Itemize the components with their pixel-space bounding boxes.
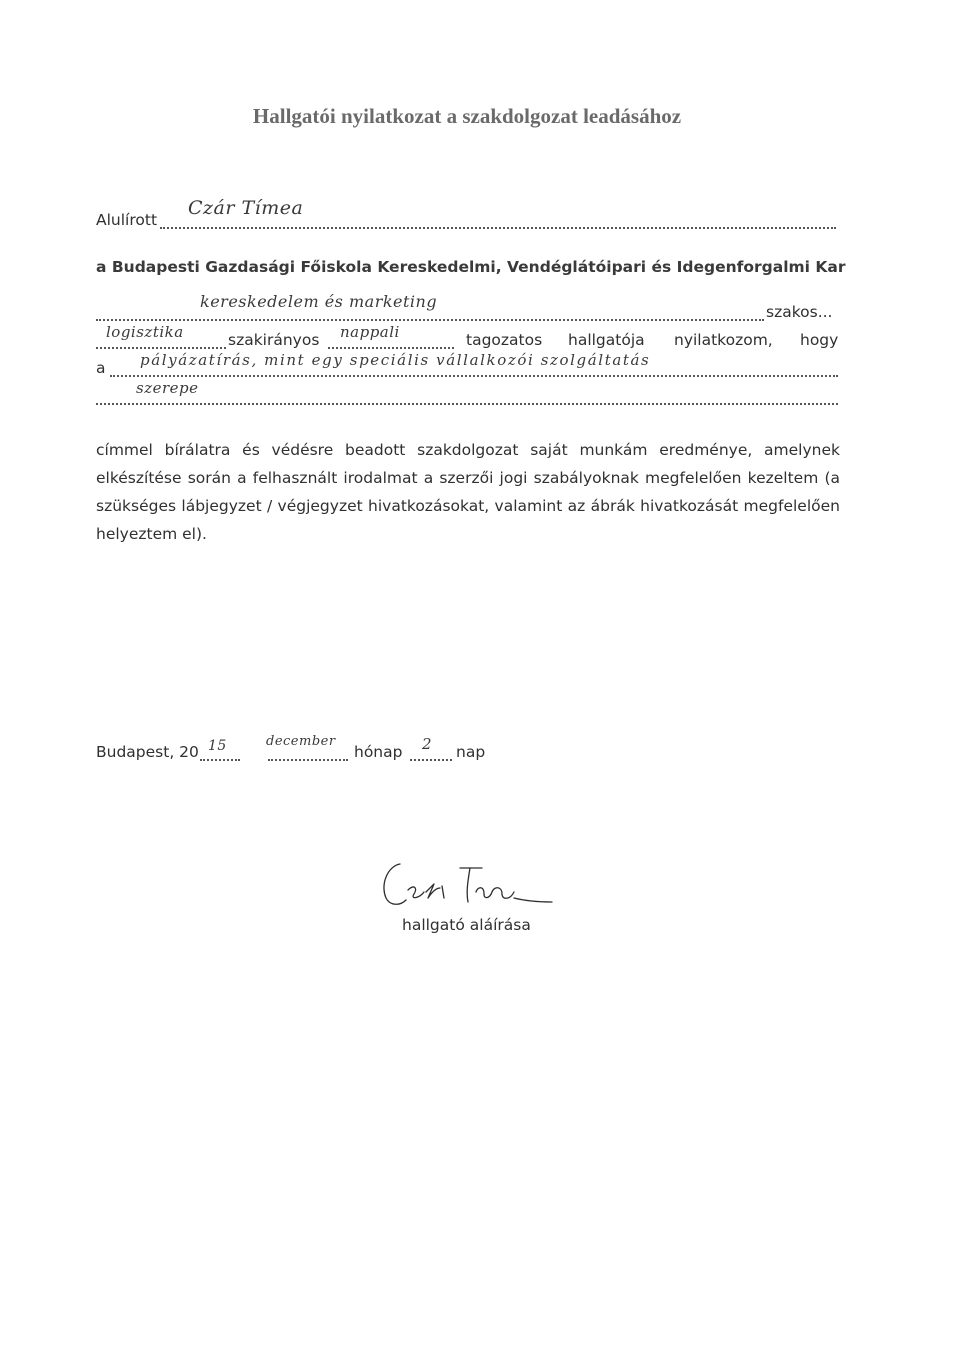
hallgatoja-label: hallgatója (568, 331, 645, 349)
tagozatos-label: tagozatos (466, 331, 543, 349)
declaration-paragraph: címmel bírálatra és védésre beadott szakdolgozat saját munkám eredménye, amelynek elkészítése során a felhasznált irodalmat a szerzői jogi szabályoknak megfelelően kezeltem (a szükséges lábjegyzet / végjegyzet hivatkozásokat, valamint az ábrák hivatkozását megfelelően helyeztem el). (96, 441, 840, 543)
honap-label: hónap (354, 743, 403, 761)
handwritten-year: 15 (208, 738, 227, 754)
dotted-line (410, 759, 452, 761)
alulirott-label: Alulírott (96, 211, 158, 229)
document-title: Hallgatói nyilatkozat a szakdolgozat leadásához (252, 104, 682, 128)
szakiranyos-label: szakirányos (228, 331, 320, 349)
dotted-line (268, 759, 348, 761)
handwritten-thesis-title: pályázatírás, mint egy speciális vállalkozói szolgáltatás (140, 351, 651, 369)
signature-label: hallgató aláírása (402, 916, 531, 934)
dotted-line (96, 319, 764, 321)
handwritten-month: december (266, 734, 336, 749)
place-date-label: Budapest, 20 (96, 743, 199, 761)
name-line (96, 197, 840, 232)
thesis-title-line (96, 351, 840, 380)
handwritten-szak: kereskedelem és marketing (200, 292, 438, 311)
handwritten-name: Czár Tímea (188, 197, 304, 219)
handwritten-szakirany: logisztika (106, 323, 184, 341)
dotted-line (200, 759, 240, 761)
dotted-line (96, 403, 838, 405)
a-label: a (96, 359, 106, 377)
handwritten-tagozat: nappali (340, 323, 400, 341)
szakos-label: szakos... (766, 303, 833, 321)
nap-label: nap (456, 743, 486, 761)
thesis-title-line-2 (96, 379, 840, 408)
dotted-line (110, 375, 838, 377)
nyilatkozom-label: nyilatkozom, (674, 331, 773, 349)
handwritten-day: 2 (422, 735, 433, 753)
hogy-label: hogy (800, 331, 839, 349)
szak-line (96, 292, 840, 324)
date-line (96, 734, 516, 764)
signature-image (370, 858, 560, 918)
school-line: a Budapesti Gazdasági Főiskola Kereskedelmi, Vendéglátóipari és Idegenforgalmi Kar (96, 258, 846, 276)
dotted-line (160, 227, 836, 229)
handwritten-thesis-title-cont: szerepe (136, 379, 199, 397)
